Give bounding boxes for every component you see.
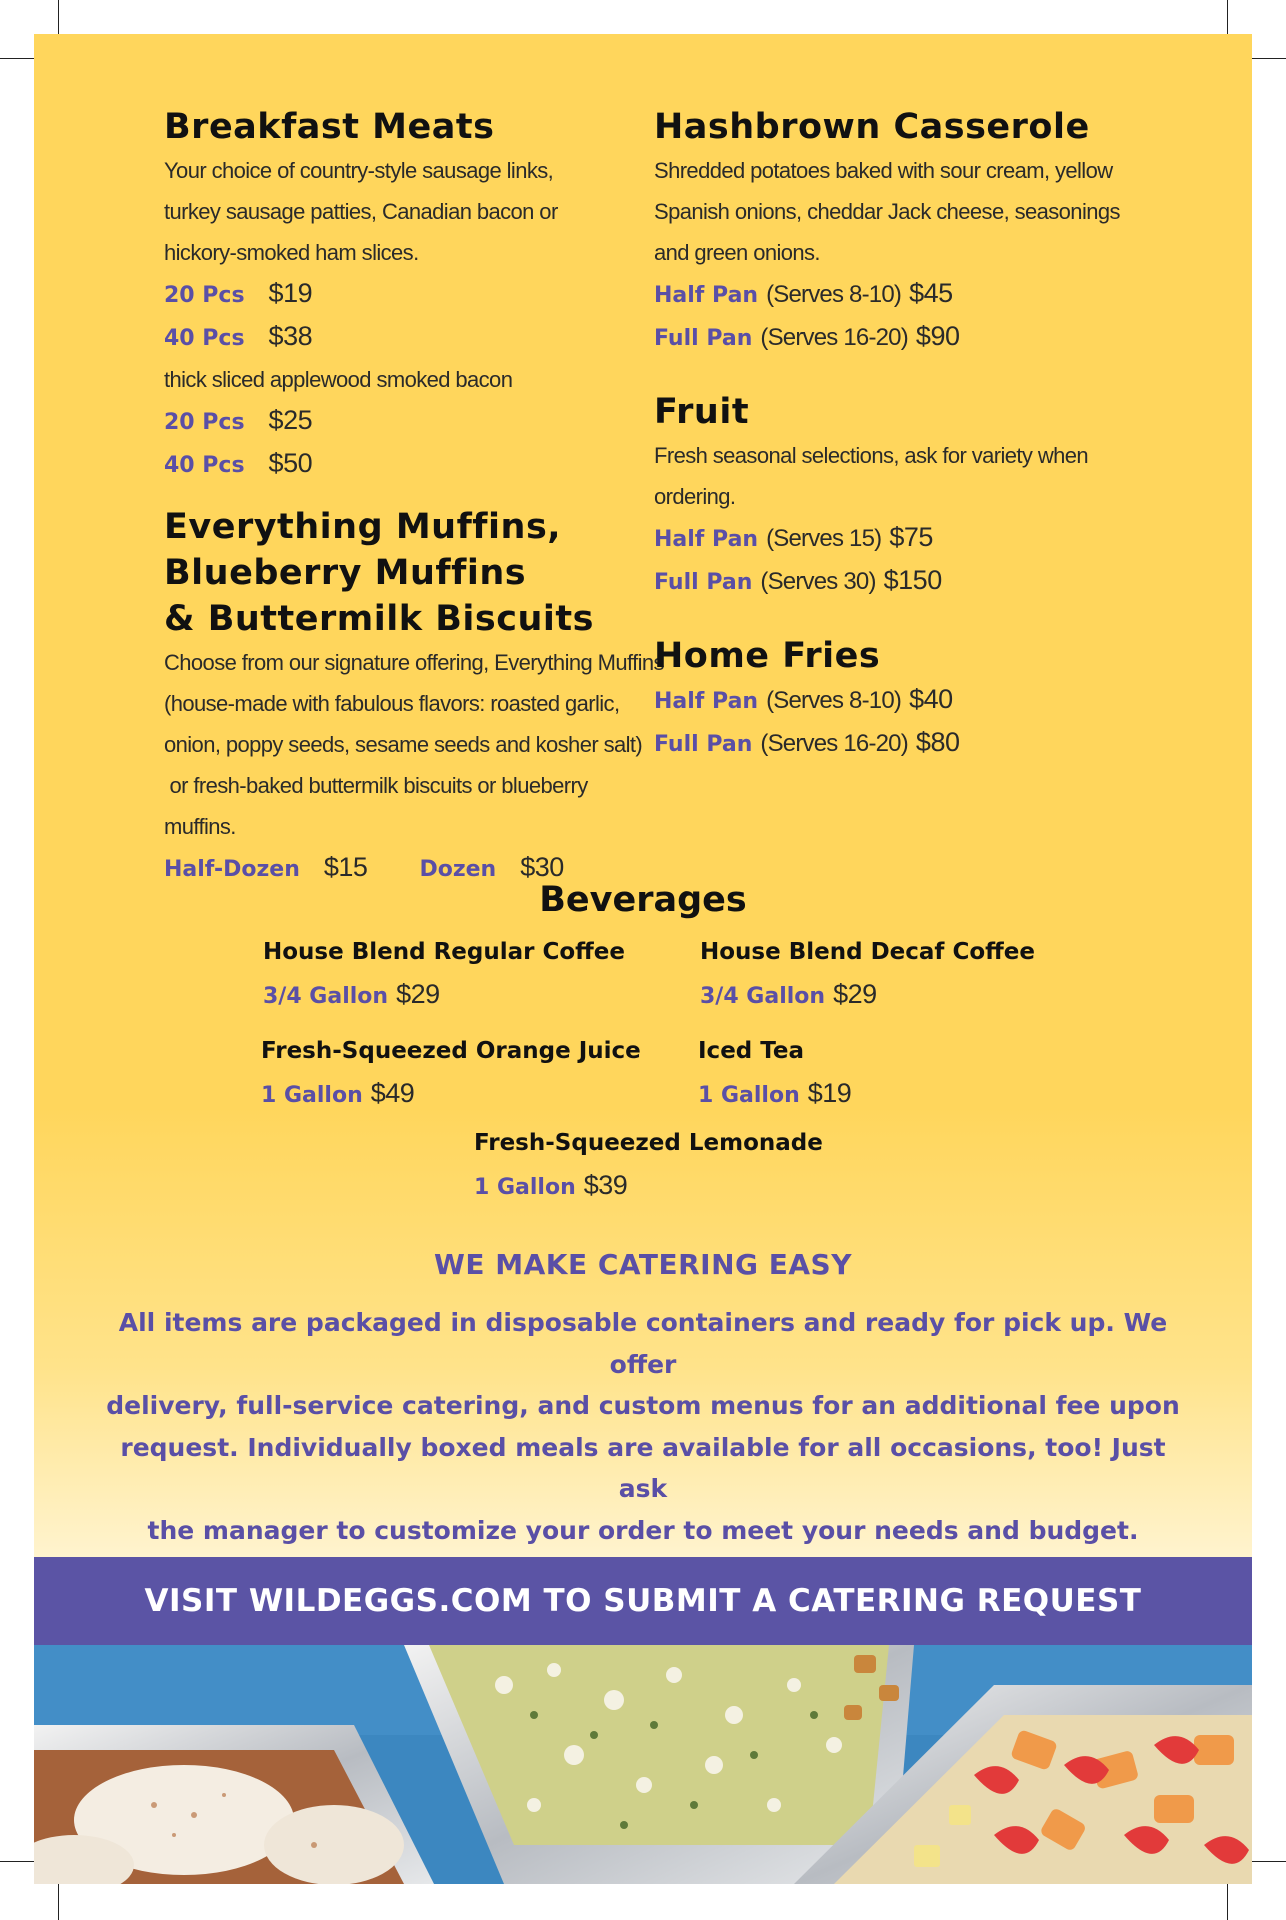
menu-page: [34, 34, 1252, 1884]
price-row: 20 Pcs $25: [164, 405, 313, 435]
right-column: [654, 104, 1154, 787]
price-row: Full Pan (Serves 16-20) $80: [654, 727, 960, 757]
fruit-desc: Fresh seasonal selections, ask for variety when ordering.: [654, 443, 1089, 509]
crop-mark: [1248, 58, 1286, 59]
price-row: 40 Pcs $38: [164, 321, 313, 351]
muffins-section: [164, 504, 664, 890]
beverage-item: House Blend Regular Coffee 3/4 Gallon $29: [263, 939, 625, 1009]
crop-mark: [0, 58, 38, 59]
price-row: 20 Pcs $19: [164, 278, 313, 308]
fruit-section: [654, 389, 1154, 603]
home-fries-title: Home Fries: [654, 636, 881, 676]
price-row: Half Pan (Serves 15) $75: [654, 522, 933, 552]
beverages-title: Beverages: [539, 880, 747, 920]
muffins-title: Everything Muffins, Blueberry Muffins & Buttermilk Biscuits: [164, 507, 594, 639]
muffins-price-row: Half-Dozen $15 Dozen $30: [164, 852, 564, 882]
beverage-item: Fresh-Squeezed Lemonade 1 Gallon $39: [474, 1130, 823, 1200]
breakfast-meats-desc: Your choice of country-style sausage links, turkey sausage patties, Canadian bacon or hickory-smoked ham slices.: [164, 158, 558, 265]
food-trays-photo: [34, 1645, 1252, 1884]
crop-mark: [0, 1861, 38, 1862]
breakfast-meats-title: Breakfast Meats: [164, 107, 495, 147]
bacon-note: thick sliced applewood smoked bacon: [164, 367, 513, 392]
crop-mark: [1227, 0, 1228, 38]
price-row: Full Pan (Serves 16-20) $90: [654, 321, 960, 351]
beverage-item: House Blend Decaf Coffee 3/4 Gallon $29: [700, 939, 1035, 1009]
crop-mark: [58, 0, 59, 38]
beverage-item: Iced Tea 1 Gallon $19: [698, 1038, 852, 1108]
price-row: Half Pan (Serves 8-10) $45: [654, 278, 953, 308]
muffins-desc: Choose from our signature offering, Everything Muffins (house-made with fabulous flavors: roasted garlic, onion, poppy seeds, sesame seeds and kosher salt) or fresh-baked buttermilk biscuits or blueberry muffins.: [164, 650, 664, 839]
left-column: [164, 104, 664, 912]
fruit-title: Fruit: [654, 392, 750, 432]
hashbrown-title: Hashbrown Casserole: [654, 107, 1090, 147]
crop-mark: [1227, 1882, 1228, 1920]
catering-easy-title: WE MAKE CATERING EASY: [433, 1248, 853, 1281]
price-row: 40 Pcs $50: [164, 448, 313, 478]
breakfast-meats-section: [164, 104, 664, 486]
catering-easy-body: All items are packaged in disposable containers and ready for pick up. We offer delivery, full-service catering, and custom menus for an additional fee upon request. Individually boxed meals are available for all occasions, too! Just ask the manager to customize your order to meet your needs and budget.: [106, 1308, 1180, 1545]
catering-request-banner[interactable]: VISIT WILDEGGS.COM TO SUBMIT A CATERING REQUEST: [34, 1557, 1252, 1645]
hashbrown-section: [654, 104, 1154, 359]
beverage-item: Fresh-Squeezed Orange Juice 1 Gallon $49: [261, 1038, 641, 1108]
crop-mark: [58, 1882, 59, 1920]
price-row: Half Pan (Serves 8-10) $40: [654, 684, 953, 714]
price-row: Full Pan (Serves 30) $150: [654, 565, 942, 595]
home-fries-section: [654, 633, 1154, 765]
crop-mark: [1248, 1861, 1286, 1862]
hashbrown-desc: Shredded potatoes baked with sour cream, yellow Spanish onions, cheddar Jack cheese, seasonings and green onions.: [654, 158, 1120, 265]
